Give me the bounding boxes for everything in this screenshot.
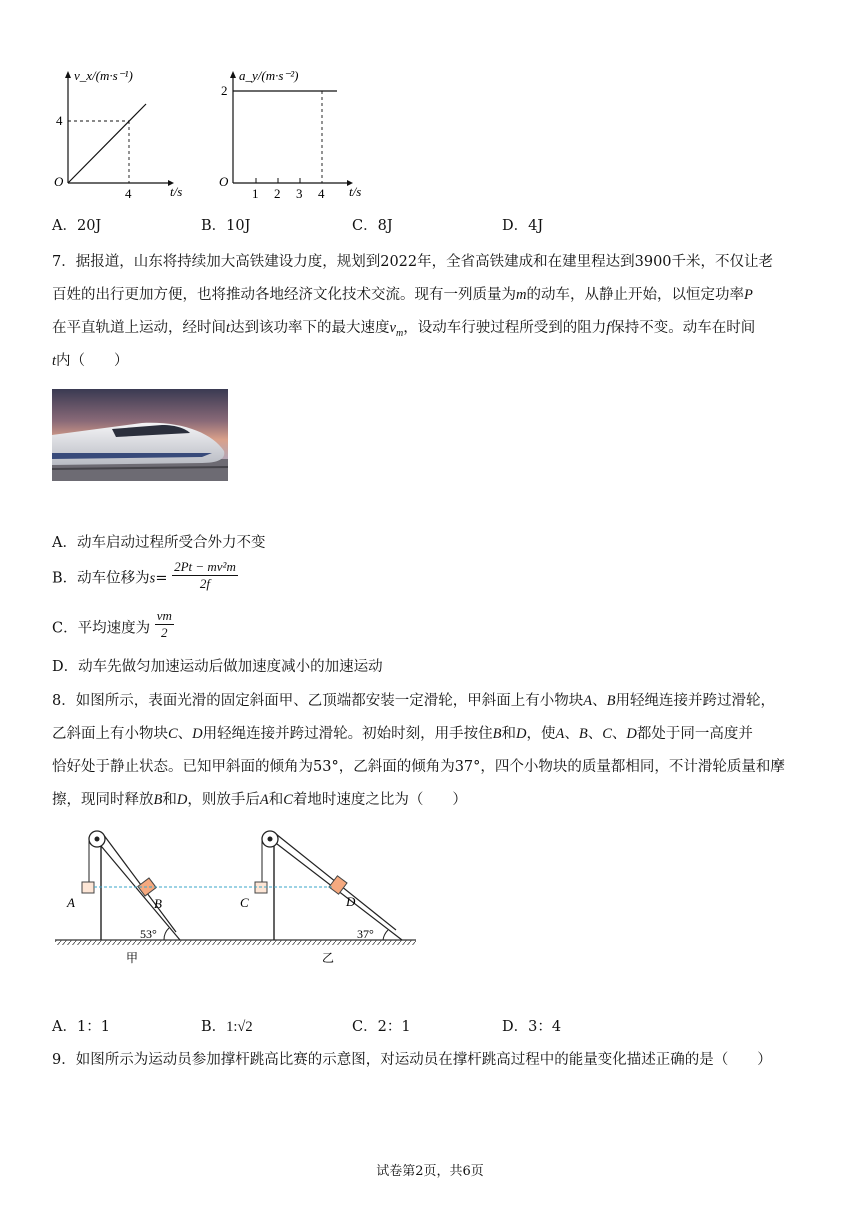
- vx-origin: O: [54, 174, 64, 189]
- angle-right: 37°: [357, 927, 374, 941]
- ay-x-tick-2: 2: [274, 186, 281, 200]
- q8-option-a[interactable]: A．1：1: [52, 1019, 110, 1035]
- ay-x-axis-label: t/s: [349, 184, 362, 199]
- label-block-c: C: [240, 895, 249, 910]
- inclines-figure: [50, 822, 420, 972]
- q7-line-3: 在平直轨道上运动，经时间t达到该功率下的最大速度$v_m$，设动车行驶过程所受到的阻力f保持不变。动车在时间: [52, 320, 756, 339]
- label-yi: 乙: [322, 951, 335, 965]
- q7-line-1: 7．据报道，山东将持续加大高铁建设力度，规划到2022年，全省高铁建成和在建里程达到3900千米，不仅让老: [52, 254, 774, 270]
- label-block-a: A: [67, 895, 75, 910]
- q6-option-c[interactable]: C．8J: [352, 218, 393, 234]
- q7-option-a[interactable]: A．动车启动过程所受合外力不变: [52, 535, 266, 551]
- q8-line-4: 擦，现同时释放B和D，则放手后A和C着地时速度之比为（ ）: [52, 792, 467, 808]
- q8-line-2: 乙斜面上有小物块C、D用轻绳连接并跨过滑轮。初始时刻，用手按住B和D，使A、B、C、D都处于同一高度并: [52, 726, 753, 742]
- vx-x-axis-label: t/s: [170, 184, 183, 199]
- ay-origin: O: [219, 174, 229, 189]
- bullet-train-icon: [52, 389, 228, 481]
- q9-line-1: 9．如图所示为运动员参加撑杆跳高比赛的示意图，对运动员在撑杆跳高过程中的能量变化描述正确的是（ ）: [52, 1052, 772, 1068]
- ay-t-graph: [215, 60, 375, 200]
- ay-x-tick-3: 3: [296, 186, 303, 200]
- ay-y-tick: 2: [221, 83, 228, 98]
- ay-axis-label: a_y/(m·s⁻²): [239, 68, 299, 83]
- page-footer: 试卷第2页，共6页: [376, 1164, 484, 1179]
- label-jia: 甲: [126, 951, 139, 965]
- angle-left: 53°: [140, 927, 157, 941]
- q7-option-c[interactable]: C．平均速度为 $\frac{vm}{2}$: [52, 608, 172, 640]
- q8-option-d[interactable]: D．3：4: [502, 1019, 562, 1035]
- ay-x-tick-1: 1: [252, 186, 259, 200]
- vx-y-tick: 4: [56, 113, 63, 128]
- q7-line-2: 百姓的出行更加方便，也将推动各地经济文化技术交流。现有一列质量为m的动车，从静止开始，以恒定功率P: [52, 287, 753, 303]
- label-block-b: B: [154, 896, 162, 911]
- vx-x-tick: 4: [125, 186, 132, 200]
- q8-line-3: 恰好处于静止状态。已知甲斜面的倾角为53°，乙斜面的倾角为37°，四个小物块的质量都相同，不计滑轮质量和摩: [52, 759, 785, 775]
- label-block-d: D: [346, 894, 356, 909]
- q7-option-b[interactable]: B．动车位移为s= $\frac{\text{2Pt − mv²m}}{2f}$: [52, 559, 236, 591]
- ay-x-tick-4: 4: [318, 186, 325, 200]
- q8-option-c[interactable]: C．2：1: [352, 1019, 411, 1035]
- q8-line-1: 8．如图所示，表面光滑的固定斜面甲、乙顶端都安装一定滑轮，甲斜面上有小物块A、B用轻绳连接并跨过滑轮，: [52, 693, 775, 709]
- vx-t-graph: [50, 60, 200, 200]
- q6-option-b[interactable]: B．10J: [201, 218, 251, 234]
- q8-option-b[interactable]: B．1:√2: [201, 1019, 253, 1035]
- q6-option-a[interactable]: A．20J: [52, 218, 102, 234]
- q7-line-4: t内（ ）: [52, 353, 129, 369]
- q6-option-d[interactable]: D．4J: [502, 218, 544, 234]
- bullet-train-photo: [52, 389, 228, 481]
- vx-axis-label: v_x/(m·s⁻¹): [74, 68, 133, 83]
- q7-option-d[interactable]: D．动车先做匀加速运动后做加速度减小的加速运动: [52, 659, 383, 675]
